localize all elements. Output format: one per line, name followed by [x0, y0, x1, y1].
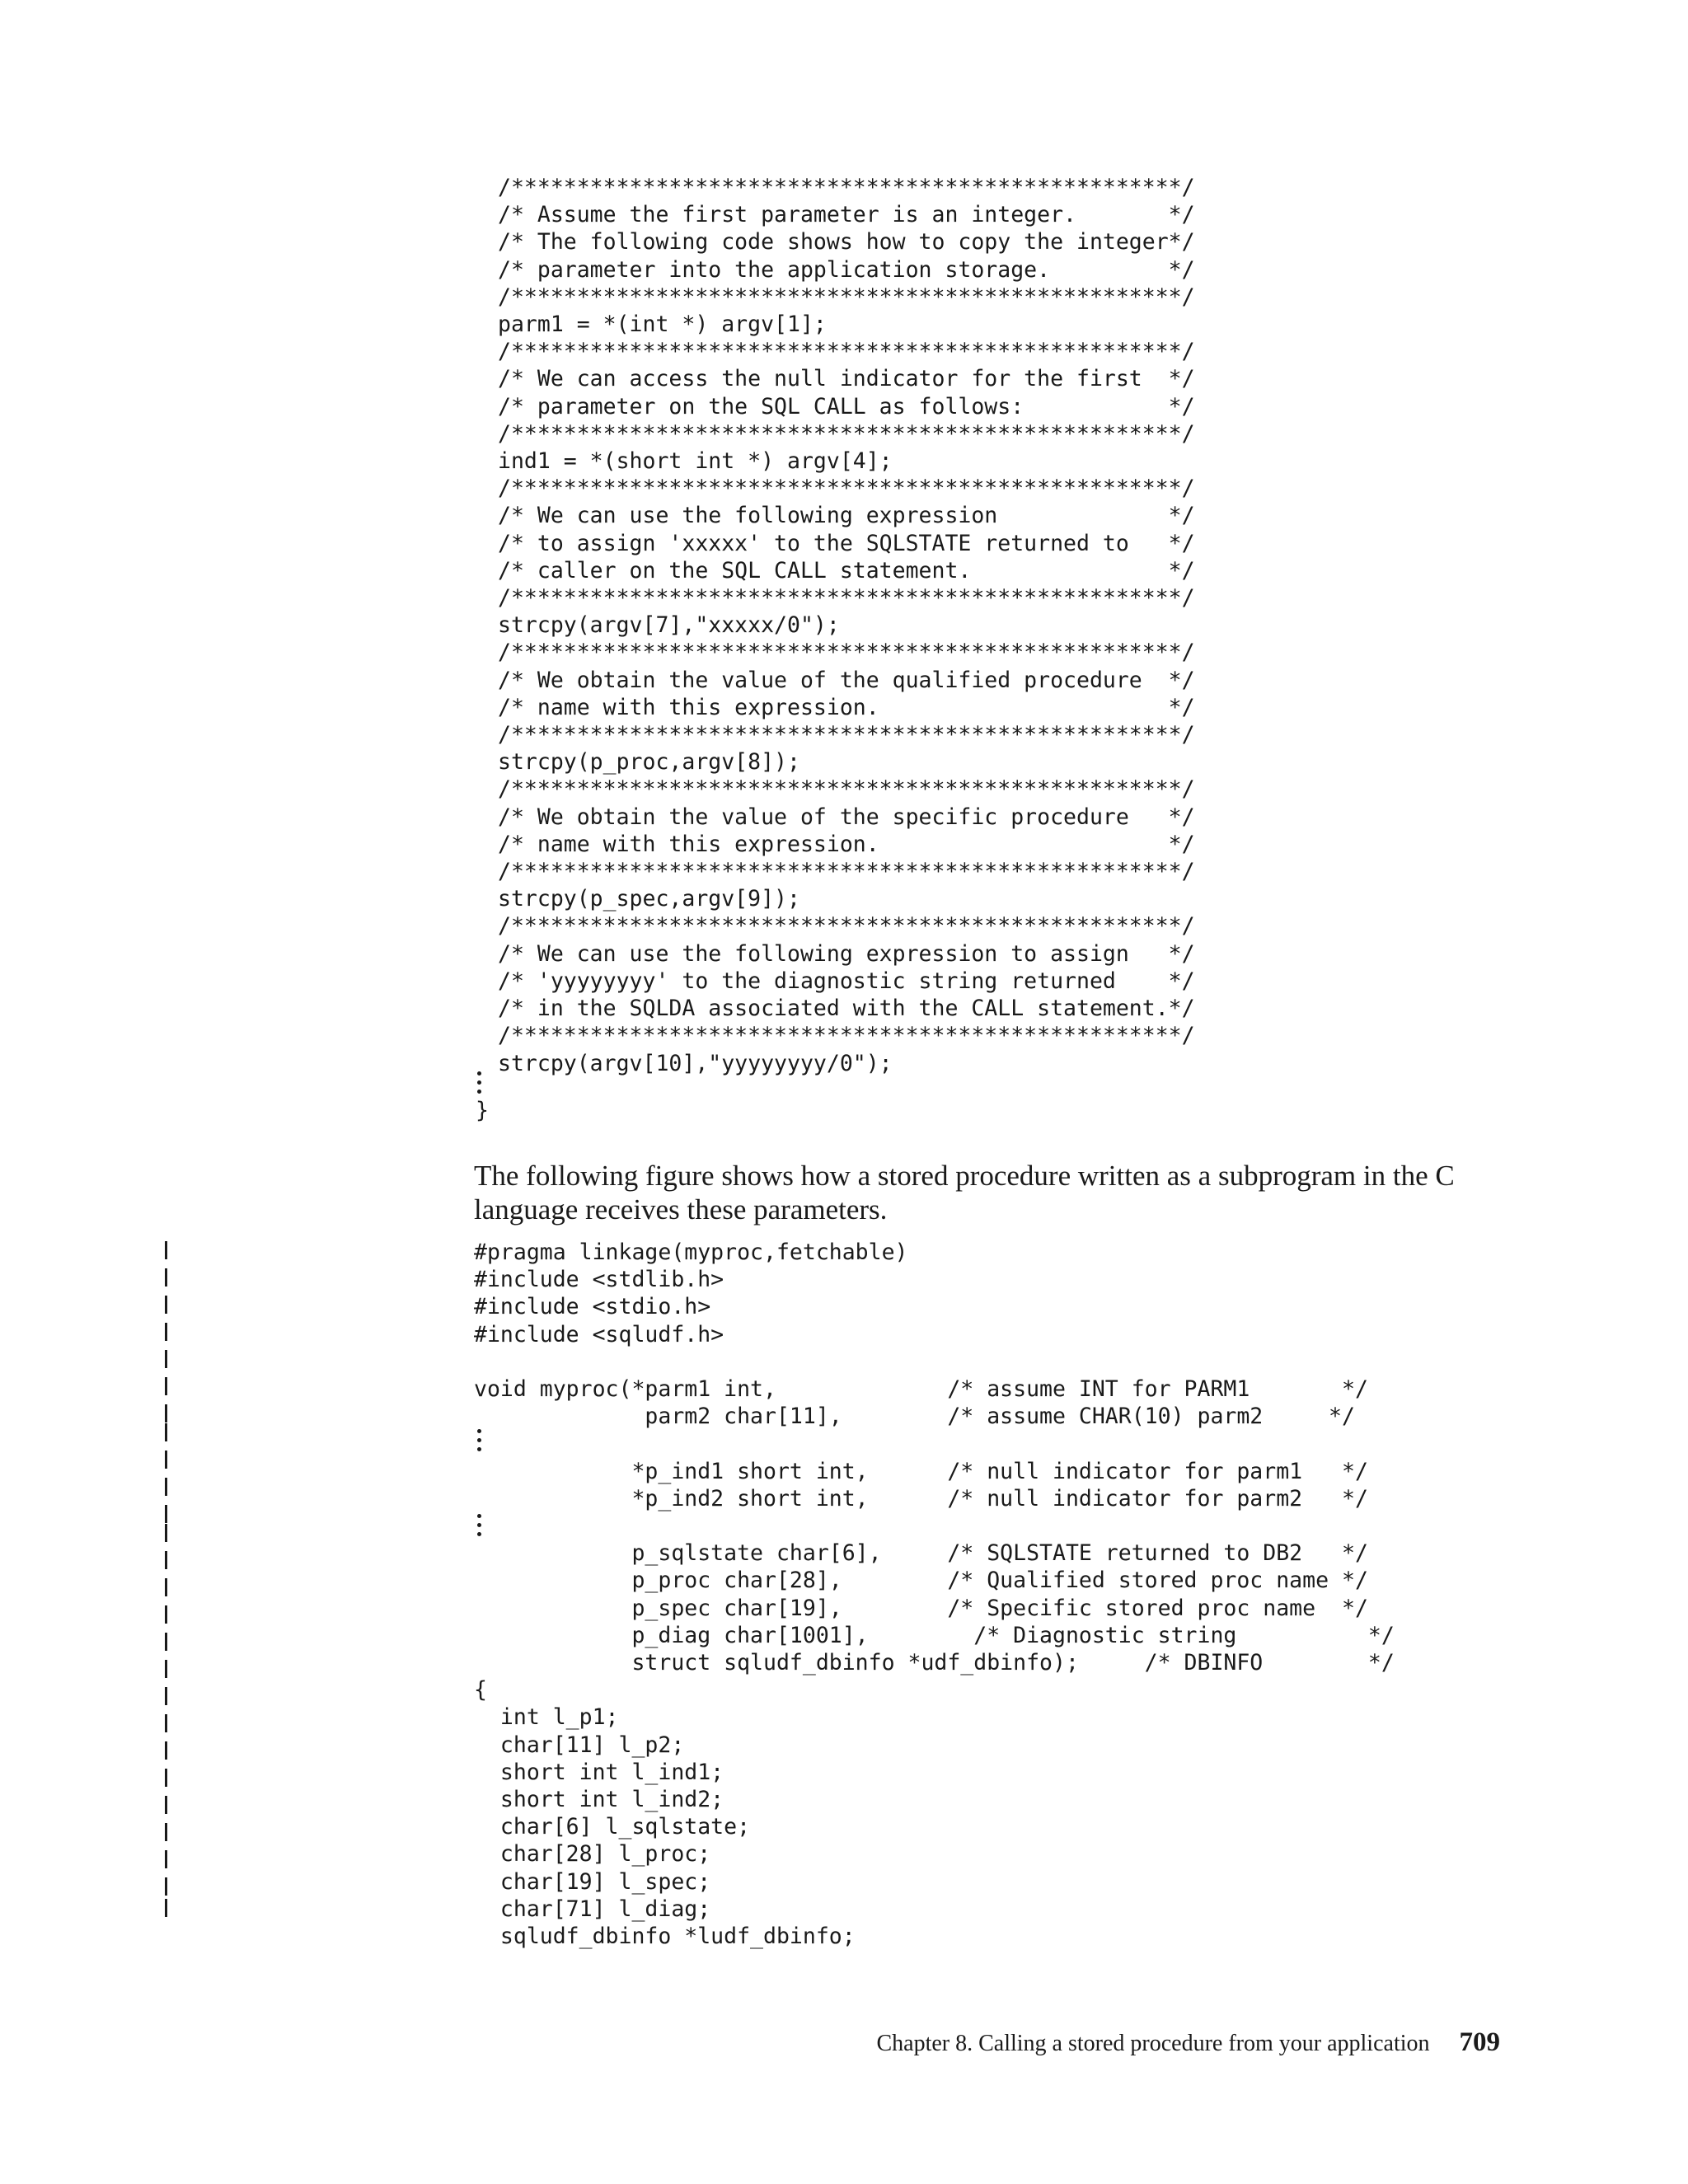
closing-brace: }	[476, 1098, 489, 1123]
code-listing-bottom: #pragma linkage(myproc,fetchable) #include <stdlib.h> #include <stdio.h> #include <sqludf.h> void myproc(*parm1 int, /* assume INT for PARM1 */ parm2 char[11], /* assume CHAR(10) parm2 */ *p_ind1 short int, /* null indicator for parm1 */ *p_ind2 short int, /* null indicator for parm2 */ p_sqlstate char[6], /* SQLSTATE returned to DB2 */ p_proc char[28], /* Qualified stored proc name */ p_spec char[19], /* Specific stored proc name */ p_diag char[1001], /* Diagnostic string */ struct sqludf_dbinfo *udf_dbinfo); /* DBINFO */ { int l_p1; char[11] l_p2; short int l_ind1; short int l_ind2; char[6] l_sqlstate; char[28] l_proc; char[19] l_spec; char[71] l_diag; sqludf_dbinfo *ludf_dbinfo;	[474, 1240, 1395, 1950]
ellipsis-vertical-icon	[474, 1069, 485, 1096]
revision-change-bars	[165, 1241, 168, 1917]
footer-chapter-title: Chapter 8. Calling a stored procedure from your application	[876, 2031, 1430, 2056]
page-footer	[876, 2027, 1500, 2058]
ellipsis-vertical-icon	[474, 1511, 485, 1539]
ellipsis-vertical-icon	[474, 1427, 485, 1454]
body-paragraph: The following figure shows how a stored procedure written as a subprogram in the C language receives these parameters.	[474, 1160, 1455, 1226]
code-listing-top: /***************************************************/ /* Assume the first parameter is an integer. */ /* The following code shows how to copy the integer*/ /* parameter into the application storage. */ /***************************************************/ parm1 = *(int *) argv[1]; /***************************************************/ /* We can access the null indicator for the first */ /* parameter on the SQL CALL as follows: */ /***************************************************/ ind1 = *(short int *) argv[4]; /***************************************************/ /* We can use the following expression */ /* to assign 'xxxxx' to the SQLSTATE returned to */ /* caller on the SQL CALL statement. */ /***************************************************/ strcpy(argv[7],"xxxxx/0"); /***************************************************/ /* We obtain the value of the qualified procedure */ /* name with this expression. */ /***************************************************/ strcpy(p_proc,argv[8]); /***************************************************/ /* We obtain the value of the specific procedure */ /* name with this expression. */ /***************************************************/ strcpy(p_spec,argv[9]); /***************************************************/ /* We can use the following expression to assign */ /* 'yyyyyyyy' to the diagnostic string returned */ /* in the SQLDA associated with the CALL statement.*/ /***************************************************/ strcpy(argv[10],"yyyyyyyy/0");	[498, 175, 1195, 1076]
page-number: 709	[1459, 2027, 1500, 2057]
